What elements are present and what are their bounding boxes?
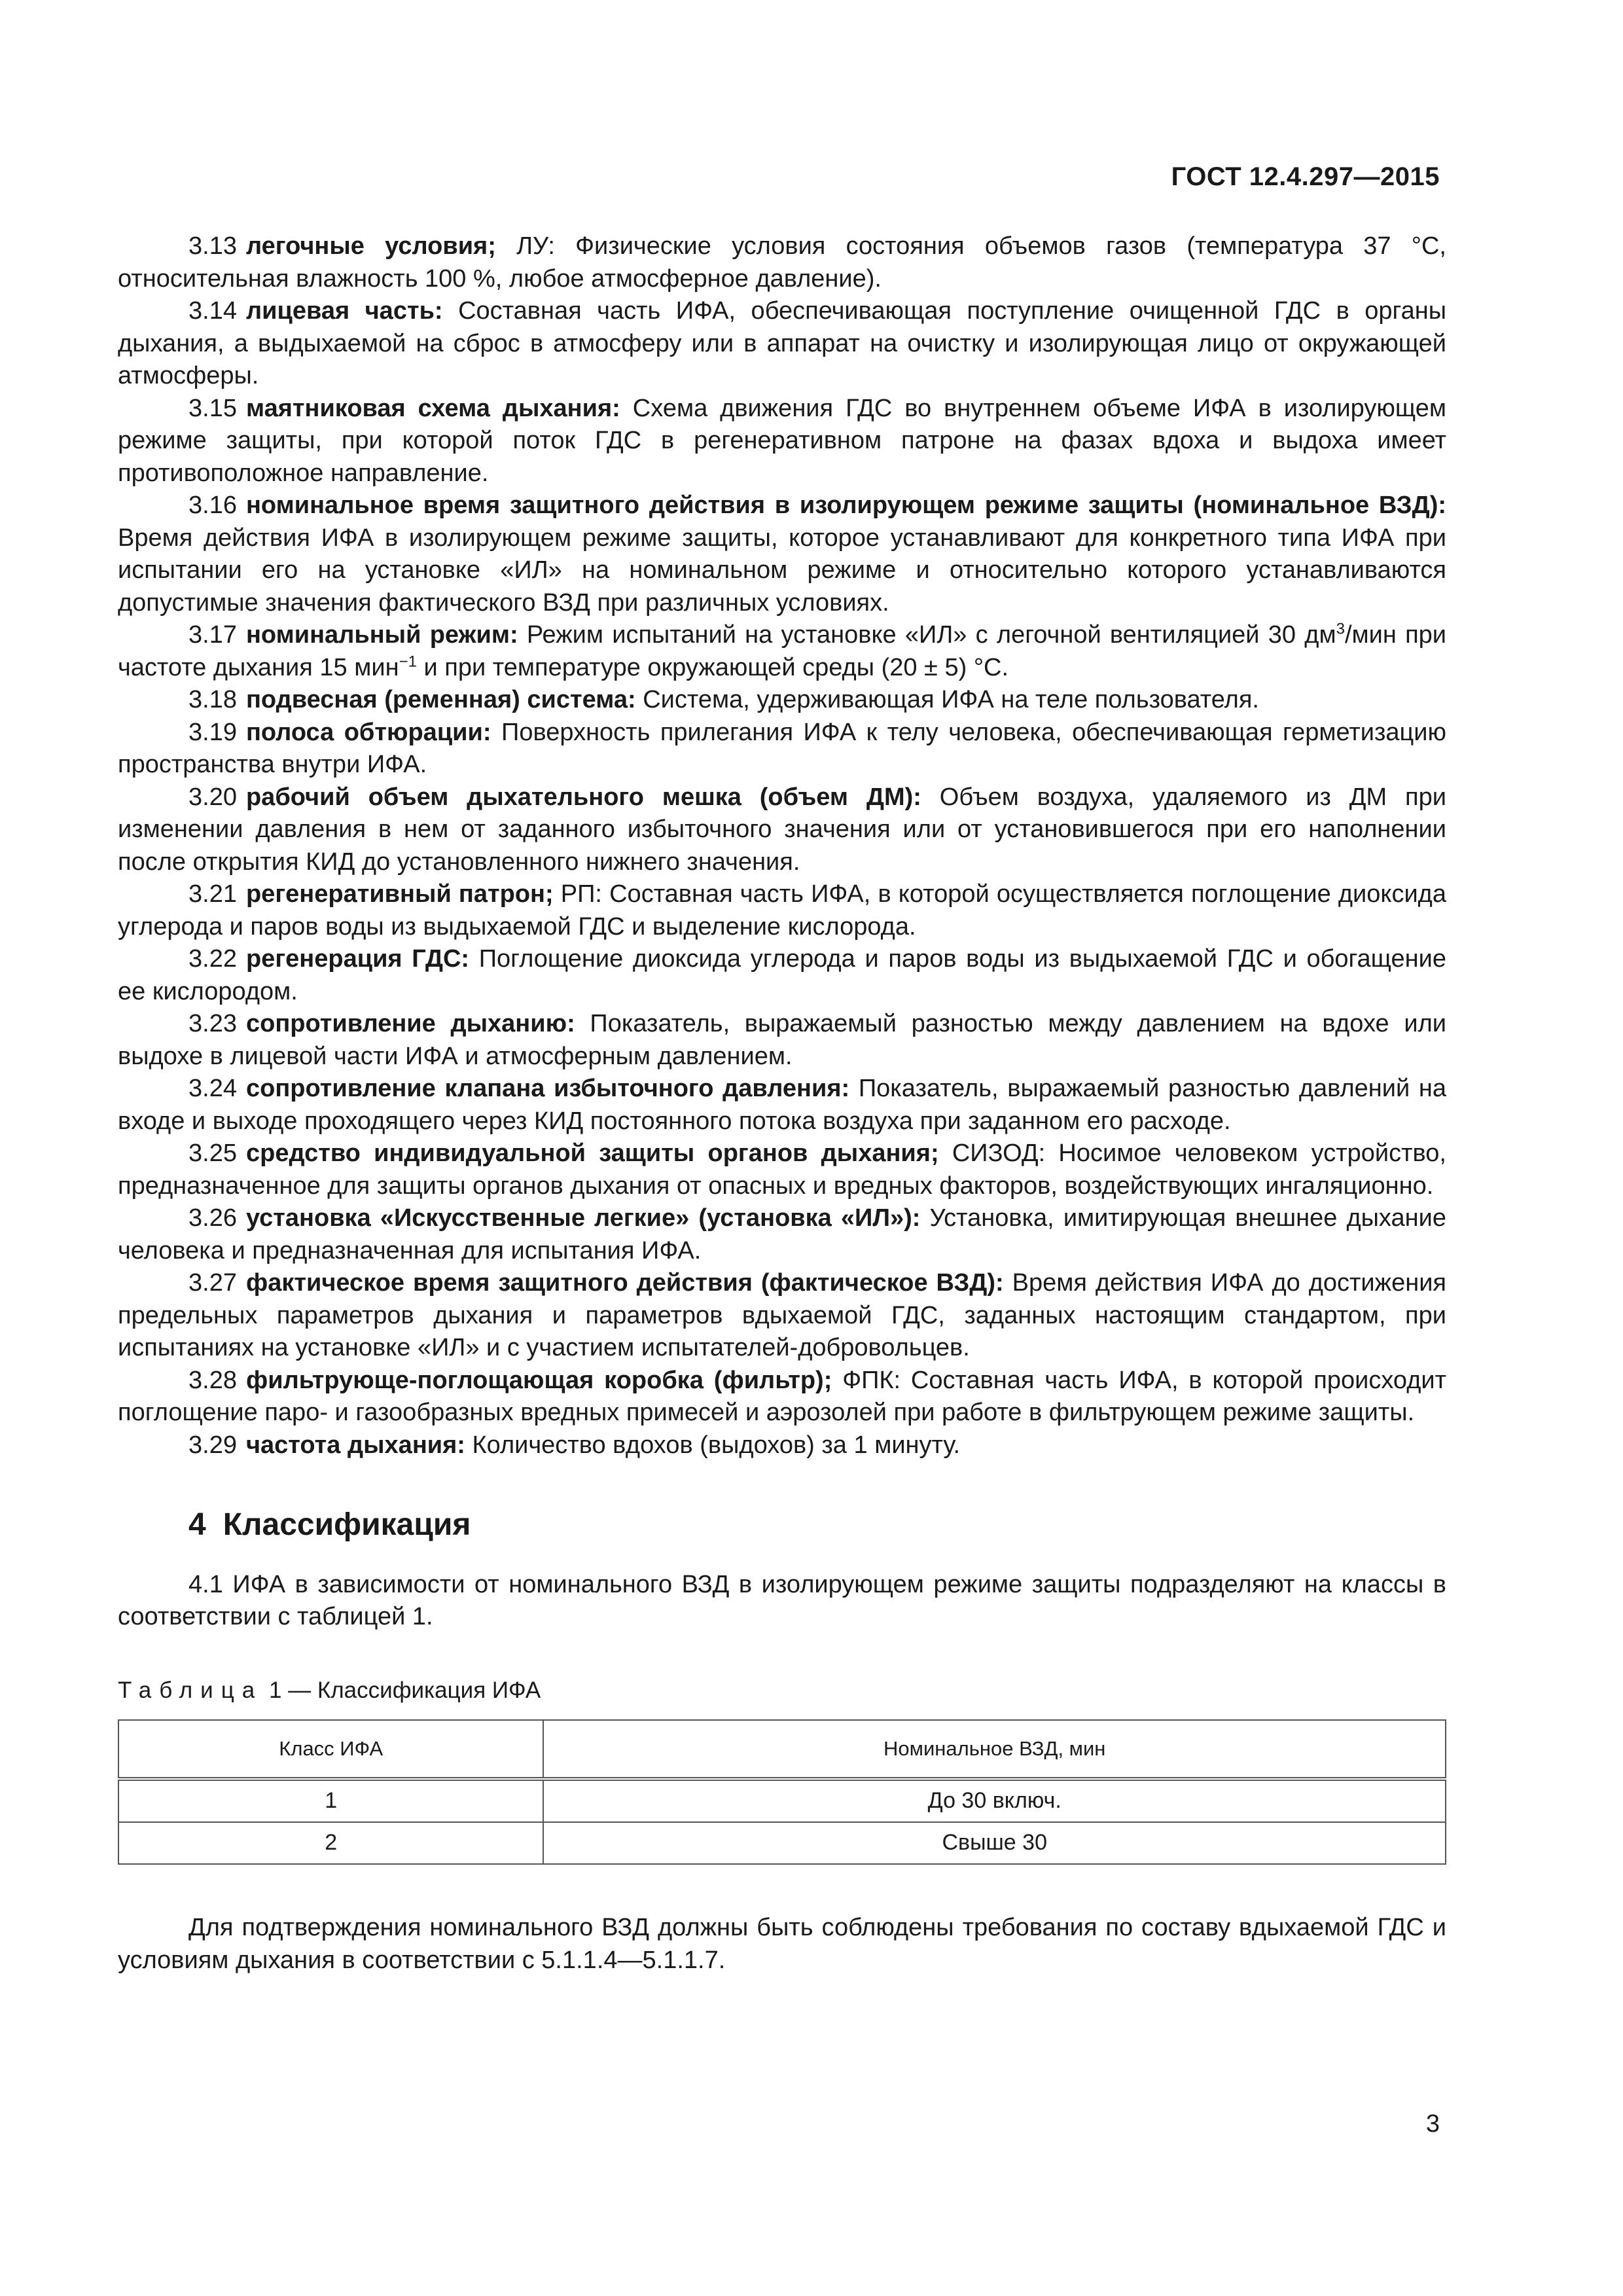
table-cell: Свыше 30 — [543, 1822, 1446, 1864]
term-3-25 — [118, 1138, 1446, 1202]
term-name: полоса обтюрации: — [245, 718, 491, 746]
term-number: 3.24 — [188, 1075, 237, 1102]
term-3-22 — [118, 943, 1446, 1008]
term-definition-part: /мин при частоте дыхания 15 мин — [118, 621, 1447, 681]
term-definition: Объем воздуха, удаляемого из ДМ при изменении давления в нем от заданного избыточного значения или от установившегося при его наполнении после открытия КИД до установленного нижнего значения. — [118, 783, 1446, 876]
superscript: 3 — [1336, 620, 1345, 638]
term-definition: Составная часть ИФА, обеспечивающая поступление очищенной ГДС в органы дыхания, а выдыхаемой на сброс в атмосферу или в аппарат на очистку и изолирующая лицо от окружающей атмосферы. — [118, 297, 1447, 389]
term-number: 3.14 — [188, 297, 237, 325]
term-3-29 — [118, 1429, 1446, 1462]
term-number: 3.13 — [188, 232, 237, 260]
term-name: фильтрующе-поглощающая коробка (фильтр); — [245, 1366, 832, 1394]
table-caption-text: 1 — Классификация ИФА — [262, 1677, 541, 1703]
term-number: 3.21 — [188, 880, 237, 908]
term-definition: Поверхность прилегания ИФА к телу человека, обеспечивающая герметизацию пространства внутри ИФА. — [118, 718, 1447, 778]
section-heading — [188, 1509, 1446, 1541]
term-name: маятниковая схема дыхания: — [245, 394, 620, 422]
term-name: средство индивидуальной защиты органов дыхания; — [245, 1139, 939, 1167]
term-name: частота дыхания: — [245, 1431, 465, 1459]
term-number: 3.23 — [188, 1010, 237, 1037]
term-definition: Показатель, выражаемый разностью давлений на входе и выходе проходящего через КИД постоянного потока воздуха при заданном его расходе. — [118, 1075, 1446, 1135]
term-number: 3.25 — [188, 1139, 237, 1167]
term-name: регенерация ГДС: — [245, 945, 470, 973]
term-number: 3.17 — [188, 621, 237, 649]
term-definition: Поглощение диоксида углерода и паров воды из выдыхаемой ГДС и обогащение ее кислородом. — [118, 945, 1446, 1005]
term-definition-part: Режим испытаний на установке «ИЛ» с легочной вентиляцией 30 дм — [518, 621, 1336, 649]
section-number: 4 — [188, 1507, 206, 1542]
term-name: номинальное время защитного действия в изолирующем режиме защиты (номинальное ВЗД): — [245, 492, 1446, 519]
term-definition: Показатель, выражаемый разностью между давлением на вдохе или выдохе в лицевой части ИФА и атмосферным давлением. — [118, 1010, 1446, 1070]
term-number: 3.26 — [188, 1204, 237, 1232]
term-3-13 — [118, 230, 1446, 295]
term-3-20 — [118, 781, 1446, 879]
term-3-23 — [118, 1008, 1446, 1073]
term-definition: Количество вдохов (выдохов) за 1 минуту. — [465, 1431, 961, 1459]
table-caption-label: Таблица — [118, 1677, 263, 1703]
term-number: 3.15 — [188, 394, 237, 422]
page-content — [118, 230, 1446, 1977]
term-name: фактическое время защитного действия (фактическое ВЗД): — [245, 1269, 1004, 1297]
superscript: −1 — [399, 652, 417, 670]
term-number: 3.16 — [188, 492, 237, 519]
term-3-26 — [118, 1202, 1446, 1267]
term-3-18 — [118, 684, 1446, 717]
term-name: сопротивление дыханию: — [245, 1010, 575, 1037]
term-name: подвесная (ременная) система: — [245, 686, 636, 713]
table-cell: 1 — [118, 1779, 543, 1822]
term-name: легочные условия; — [245, 232, 496, 260]
term-name: установка «Искусственные легкие» (установка «ИЛ»): — [245, 1204, 921, 1232]
classification-table — [118, 1719, 1446, 1865]
table-row — [118, 1779, 1446, 1822]
paragraph-4-1: 4.1 ИФА в зависимости от номинального ВЗД в изолирующем режиме защиты подразделяют на классы в соответствии с таблицей 1. — [118, 1570, 1446, 1630]
section-title: Классификация — [223, 1507, 471, 1542]
table-cell: 2 — [118, 1822, 543, 1864]
page-number: 3 — [1425, 2110, 1440, 2138]
term-number: 3.18 — [188, 686, 237, 713]
term-name: лицевая часть: — [245, 297, 443, 325]
document-id-header: ГОСТ 12.4.297—2015 — [1171, 162, 1440, 191]
term-number: 3.22 — [188, 945, 237, 973]
term-definition: Время действия ИФА в изолирующем режиме защиты, которое устанавливают для конкретного типа ИФА при испытании его на установке «ИЛ» на номинальном режиме и относительно которого устанавливаются допустимые значения фактического ВЗД при различных условиях. — [118, 524, 1446, 617]
term-3-21 — [118, 878, 1446, 943]
table-caption — [118, 1674, 1446, 1707]
term-definition: Время действия ИФА до достижения предельных параметров дыхания и параметров вдыхаемой ГДС, заданных настоящим стандартом, при испытаниях на установке «ИЛ» и с участием испытателей-добровольцев. — [118, 1269, 1446, 1361]
term-number: 3.20 — [188, 783, 237, 811]
term-definition: Система, удерживающая ИФА на теле пользователя. — [635, 686, 1259, 713]
term-name: регенеративный патрон; — [245, 880, 554, 908]
table-cell: До 30 включ. — [543, 1779, 1446, 1822]
term-number: 3.29 — [188, 1431, 237, 1459]
term-definition: ФПК: Составная часть ИФА, в которой происходит поглощение паро- и газообразных вредных примесей и аэрозолей при работе в фильтрующем режиме защиты. — [118, 1366, 1446, 1426]
term-definition: Схема движения ГДС во внутреннем объеме ИФА в изолирующем режиме защиты, при которой поток ГДС в регенеративном патроне на фазах вдоха и выдоха имеет противоположное направление. — [118, 394, 1446, 487]
term-definition: ЛУ: Физические условия состояния объемов газов (температура 37 °С, относительная влажность 100 %, любое атмосферное давление). — [118, 232, 1446, 293]
table-header-row — [118, 1720, 1446, 1779]
term-3-27 — [118, 1267, 1446, 1365]
term-3-15 — [118, 393, 1446, 490]
term-number: 3.28 — [188, 1366, 237, 1394]
table-row — [118, 1822, 1446, 1864]
term-3-24 — [118, 1073, 1446, 1138]
term-name: рабочий объем дыхательного мешка (объем ДМ): — [245, 783, 921, 811]
table-header-cell: Номинальное ВЗД, мин — [543, 1720, 1446, 1779]
term-3-19 — [118, 717, 1446, 781]
term-3-14 — [118, 295, 1446, 393]
term-definition-part: и при температуре окружающей среды (20 ± 5) °С. — [416, 653, 1009, 681]
term-definition: РП: Составная часть ИФА, в которой осуществляется поглощение диоксида углерода и паров воды из выдыхаемой ГДС и выделение кислорода. — [118, 880, 1446, 941]
term-number: 3.27 — [188, 1269, 237, 1297]
term-name: номинальный режим: — [245, 621, 518, 649]
paragraph-after-table: Для подтверждения номинального ВЗД должны быть соблюдены требования по составу вдыхаемой ГДС и условиям дыхания в соответствии с 5.1.1.4—5.1.1.7. — [118, 1914, 1446, 1974]
term-3-16 — [118, 490, 1446, 619]
term-name: сопротивление клапана избыточного давления: — [245, 1075, 850, 1102]
term-number: 3.19 — [188, 718, 237, 746]
term-definition: СИЗОД: Носимое человеком устройство, предназначенное для защиты органов дыхания от опасных и вредных факторов, воздействующих ингаляционно. — [118, 1139, 1446, 1200]
term-definition: Установка, имитирующая внешнее дыхание человека и предназначенная для испытания ИФА. — [118, 1204, 1446, 1265]
table-header-cell: Класс ИФА — [118, 1720, 543, 1779]
term-3-17 — [118, 619, 1446, 684]
term-3-28 — [118, 1365, 1446, 1429]
